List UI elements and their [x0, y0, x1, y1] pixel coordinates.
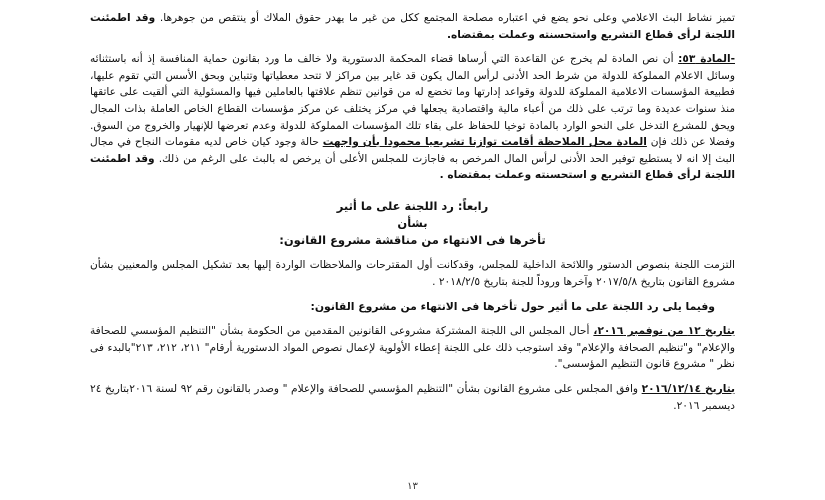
section-heading — [90, 198, 735, 249]
intro-text: تميز نشاط البث الاعلامي وعلى نحو يضع في اعتباره مصلحة المجتمع ككل من غير ما يهدر حقوق الملاك أو ينتقص من جوهرها. — [159, 12, 735, 24]
article-continuation: حالة وجود كيان خاص لديه مقومات النجاح في مجال البث إلا انه لا يستطيع توفير الحد الأدنى لرأس المال المرخص به فاجازت للمجلس الأعلى أن يرخص له بالبث على الرغم من ذلك. — [90, 136, 736, 165]
commitment-text: التزمت اللجنة بنصوص الدستور واللائحة الداخلية للمجلس، وقدكانت أول المقترحات والملاحظات الواردة إليها بعد تشكيل المجلس والمعنيين بشأن مشروع القانون بتاريخ ٢٠١٧/٥/٨ وآخرها وروداً للجنة بتاريخ ٢٠١٨/٢/٥ . — [90, 258, 735, 288]
article-emphasis: المادة محل الملاحظة أقامت توازنا تشريعيا محمودا بأن واجهت — [322, 136, 647, 149]
article-conclusion: وقد اطمئنت اللجنة لرأى قطاع التشريع و استحسنته وعملت بمقتضاه . — [90, 152, 735, 182]
paragraph-article-53 — [90, 51, 735, 184]
paragraph-commitment — [90, 257, 735, 290]
dec-date: بتاريخ ٢٠١٦/١٢/١٤ — [641, 382, 735, 395]
intro-conclusion: وقد اطمئنت اللجنة لرأى قطاع التشريع واستحسنته وعملت بمقتضاه. — [90, 12, 735, 41]
spacer — [90, 184, 735, 198]
paragraph-dec-2016 — [90, 381, 735, 414]
section-heading-line1: رابعاً: رد اللجنة على ما أثير — [336, 198, 489, 213]
spacer — [90, 290, 735, 298]
nov-text: أحال المجلس الى اللجنة المشتركة مشروعى القانونين المقدمين من الحكومة بشأن "التنظيم المؤسسي للصحافة والإعلام" و"تنظيم الصحافة والإعلام" وقد استوجب ذلك على اللجنة إعطاء الأولوية لإعمال نصوص المواد الدستورية أرقام" ٢١١، ٢١٢، ٢١٣"بالبدء فى نظر " مشروع قانون التنظيم المؤسسى". — [90, 325, 735, 371]
dec-text: وافق المجلس على مشروع القانون بشأن "التنظيم المؤسسي للصحافة والإعلام " وصدر بالقانون رقم ٩٢ لسنة ٢٠١٦بتاريخ ٢٤ ديسمبر ٢٠١٦. — [90, 382, 735, 412]
spacer — [90, 43, 735, 51]
section-heading-line2: بشأن — [397, 215, 428, 230]
nov-date: بتاريخ ١٢ من نوفمبر ٢٠١٦، — [593, 325, 735, 338]
article-text: أن نص المادة لم يخرج عن القاعدة التي أرساها قضاء المحكمة الدستورية ولا خالف ما ورد بقانون حماية المنافسة إذ أنه باستثنائه وسائل الاعلام المملوكة للدولة من شرط الحد الأدنى لرأس المال يكون قد غاير بين مراكز لا تتحد معطياتها وتتباين وبحق الأسس التي تقوم عليها، فطبيعة المؤسسات الاعلامية المملوكة للدولة وقواعد إدارتها وما تخضع له من قوانين تنظم علاقتها بالعاملين فيها والمسئولية التي ألقيت على عاتقها منذ سنوات عديدة وما ترتب على ذلك من أعباء مالية واقتصادية يجعلها في مركز يختلف عن مركز مؤسسات القطاع الخاص العاملة بذات المجال ويحق للمشرع التدخل على النحو الوارد بالمادة توخيا للحفاظ على بقاء تلك المؤسسات المملوكة للدولة وعدم تعرضها للإنهيار والخروج من السوق. وفضلا عن ذلك فإن — [90, 53, 736, 149]
spacer — [90, 249, 735, 257]
subheading: وفيما يلى رد اللجنة على ما أثير حول تأخرها فى الانتهاء من مشروع القانون: — [310, 300, 715, 314]
spacer — [90, 373, 735, 381]
paragraph-nov-2016 — [90, 323, 735, 373]
page-number: ١٣ — [407, 481, 418, 492]
section-heading-line3: تأخرها فى الانتهاء من مناقشة مشروع القانون: — [279, 232, 546, 247]
paragraph-intro — [90, 10, 735, 43]
article-label: -المادة ٥٣: — [678, 53, 735, 66]
spacer — [90, 315, 735, 323]
